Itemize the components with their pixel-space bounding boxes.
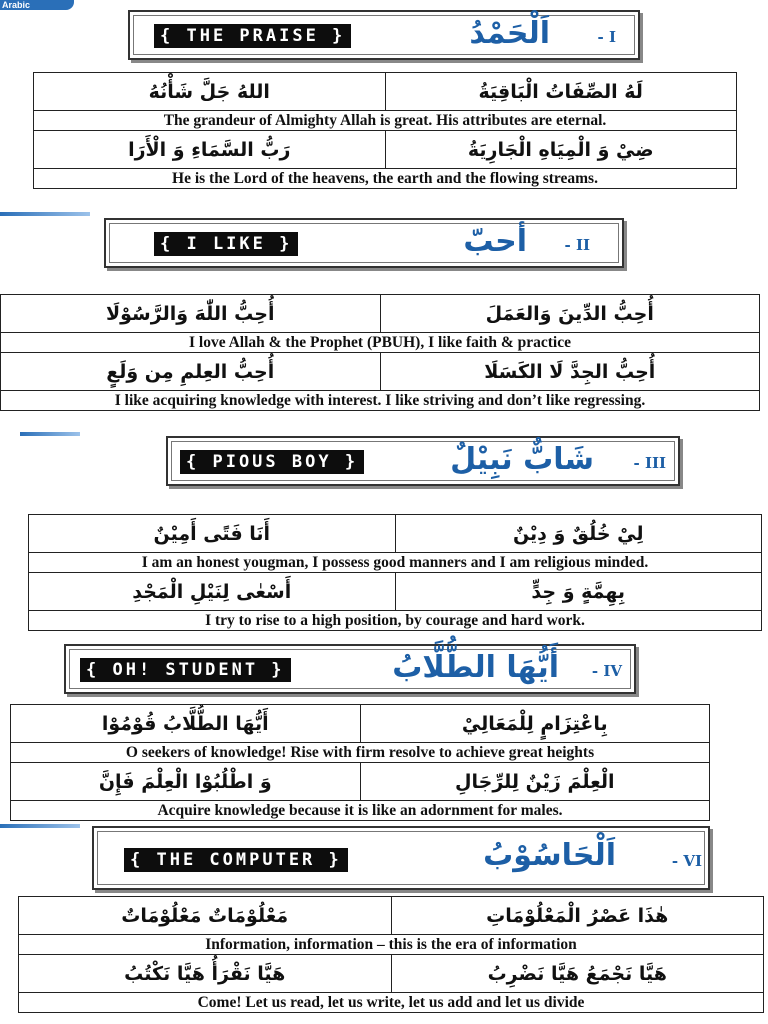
lesson-english-title: { OH! STUDENT }: [80, 658, 291, 682]
table-row: [34, 131, 737, 169]
lesson-title-box: [64, 644, 636, 694]
lesson-title-box: [166, 436, 680, 486]
table-row: [29, 553, 762, 573]
table-row: [29, 573, 762, 611]
table-row: [11, 705, 710, 743]
lesson-number: - II: [564, 236, 590, 254]
arabic-phrase-left: هَيَّا نَجْمَعُ هَيَّا نَضْرِبُ: [391, 955, 764, 993]
arabic-phrase-left: بِهِمَّةٍ وَ جِدٍّ: [395, 573, 762, 611]
arabic-phrase-right: مَعْلُوْمَاتٌ مَعْلُوْمَاتٌ: [19, 897, 392, 935]
translation-line: The grandeur of Almighty Allah is great. His attributes are eternal.: [34, 111, 737, 131]
lesson-arabic-title: شَابٌّ نَبِيْلٌ: [450, 442, 594, 477]
arabic-phrase-left: أُحِبُّ الجِدَّ لَا الكَسَلَا: [380, 353, 760, 391]
arabic-phrase-left: بِاعْتِزَامٍ لِلْمَعَالِيْ: [360, 705, 710, 743]
phrase-table: [10, 704, 710, 821]
arabic-phrase-left: الْعِلْمَ زَيْنٌ لِلرِّجَالِ: [360, 763, 710, 801]
arabic-phrase-right: أُحِبُّ اللّٰهَ وَالرَّسُوْلَا: [1, 295, 381, 333]
lesson-english-title: { THE COMPUTER }: [124, 848, 348, 872]
lesson-section-1: [0, 0, 768, 212]
lesson-section-4: [0, 642, 768, 822]
translation-line: I love Allah & the Prophet (PBUH), I like faith & practice: [1, 333, 760, 353]
lesson-title-box: [128, 10, 640, 60]
table-row: [1, 295, 760, 333]
table-row: [11, 743, 710, 763]
table-row: [1, 353, 760, 391]
lesson-section-2: [0, 214, 768, 426]
translation-line: O seekers of knowledge! Rise with firm resolve to achieve great heights: [11, 743, 710, 763]
arabic-phrase-left: ضِيْ وَ الْمِيَاهِ الْجَارِيَةُ: [385, 131, 737, 169]
arabic-phrase-right: هَيَّا نَقْرَأُ هَيَّا نَكْتُبُ: [19, 955, 392, 993]
arabic-phrase-left: لَهُ الصِّفَاتُ الْبَاقِيَةُ: [385, 73, 737, 111]
table-row: [1, 391, 760, 411]
translation-line: He is the Lord of the heavens, the earth and the flowing streams.: [34, 169, 737, 189]
lesson-english-title: { THE PRAISE }: [154, 24, 351, 48]
lesson-section-6: [0, 826, 768, 1024]
arabic-phrase-left: أُحِبُّ الدِّينَ وَالعَمَلَ: [380, 295, 760, 333]
arabic-phrase-left: هٰذَا عَصْرُ الْمَعْلُوْمَاتِ: [391, 897, 764, 935]
lesson-number: - IV: [591, 662, 622, 680]
arabic-phrase-right: أَسْعٰى لِنَيْلِ الْمَجْدِ: [29, 573, 396, 611]
lesson-arabic-title: أحبّ: [463, 224, 527, 259]
lesson-number: - VI: [671, 852, 702, 870]
arabic-phrase-right: أَنَا فَتًى أَمِيْنٌ: [29, 515, 396, 553]
arabic-phrase-right: رَبُّ السَّمَاءِ وَ الْأَرَا: [34, 131, 386, 169]
translation-line: Come! Let us read, let us write, let us add and let us divide: [19, 993, 764, 1013]
lesson-section-3: [0, 432, 768, 644]
arabic-phrase-right: وَ اطْلُبُوْا الْعِلْمَ فَإِنَّ: [11, 763, 361, 801]
lesson-arabic-title: اَلْحَاسُوْبُ: [483, 838, 616, 873]
lesson-number: - I: [597, 28, 616, 46]
translation-line: Information, information – this is the era of information: [19, 935, 764, 955]
arabic-phrase-right: أَيُّهَا الطُّلَّابُ قُوْمُوْا: [11, 705, 361, 743]
table-row: [11, 763, 710, 801]
arabic-phrase-right: اللهُ جَلَّ شَأْنُهُ: [34, 73, 386, 111]
phrase-table: [33, 72, 737, 189]
table-row: [1, 333, 760, 353]
phrase-table: [28, 514, 762, 631]
table-row: [34, 111, 737, 131]
translation-line: I am an honest yougman, I possess good manners and I am religious minded.: [29, 553, 762, 573]
table-row: [34, 169, 737, 189]
lesson-english-title: { PIOUS BOY }: [180, 450, 364, 474]
table-row: [19, 897, 764, 935]
lesson-title-box: [92, 826, 710, 890]
table-row: [11, 801, 710, 821]
table-row: [29, 515, 762, 553]
lesson-title-box: [104, 218, 624, 268]
corner-tab-arabic: Arabic: [0, 0, 74, 10]
table-row: [19, 935, 764, 955]
translation-line: Acquire knowledge because it is like an adornment for males.: [11, 801, 710, 821]
phrase-table: [0, 294, 760, 411]
lesson-number: - III: [633, 454, 666, 472]
translation-line: I try to rise to a high position, by courage and hard work.: [29, 611, 762, 631]
table-row: [19, 993, 764, 1013]
translation-line: I like acquiring knowledge with interest. I like striving and don’t like regressing.: [1, 391, 760, 411]
lesson-arabic-title: أَيُّهَا الطُّلَّابُ: [392, 650, 559, 685]
lesson-arabic-title: اَلْحَمْدُ: [469, 16, 550, 51]
table-row: [19, 955, 764, 993]
arabic-phrase-right: أُحِبُّ العِلمِ مِن وَلَعٍ: [1, 353, 381, 391]
lesson-english-title: { I LIKE }: [154, 232, 298, 256]
table-row: [29, 611, 762, 631]
arabic-phrase-left: لِيْ خُلُقٌ وَ دِيْنٌ: [395, 515, 762, 553]
phrase-table: [18, 896, 764, 1013]
table-row: [34, 73, 737, 111]
